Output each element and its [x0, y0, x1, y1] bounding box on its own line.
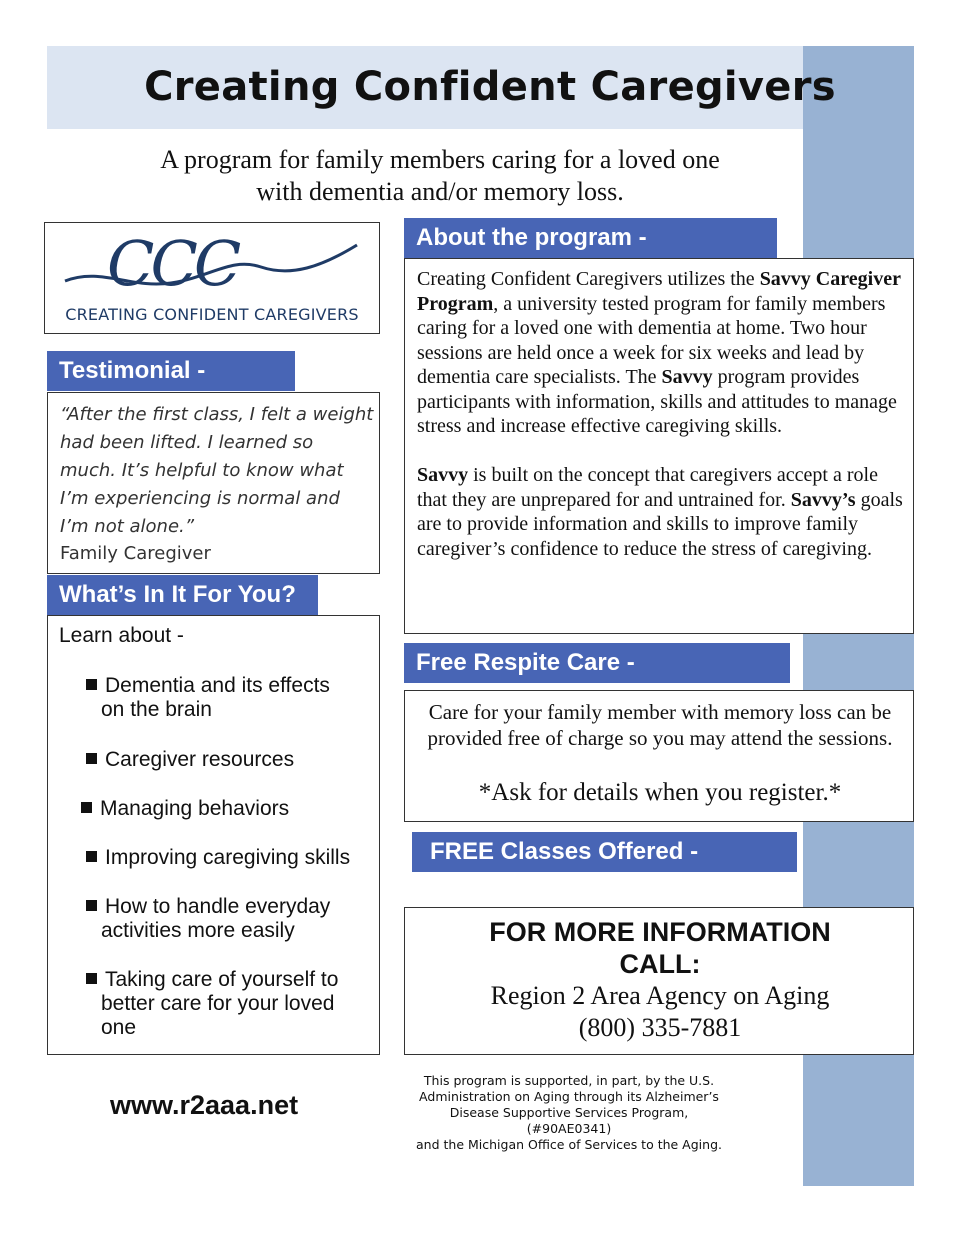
- logo-text: CREATING CONFIDENT CAREGIVERS: [65, 305, 359, 324]
- bullet-square-icon: [86, 973, 97, 984]
- website-link[interactable]: www.r2aaa.net: [110, 1090, 299, 1120]
- about-text: [417, 267, 907, 561]
- list-item: [86, 968, 338, 1040]
- list-item: [86, 748, 294, 772]
- about-paragraph: Creating Confident Caregivers utilizes the Savvy Caregiver Program, a university tested program for family members caring for a loved one with dementia at home. Two hour sessions are held once a week for six weeks and lead by dementia care specialists. The Savvy program provides participants with information, skills and attitudes to manage stress and increase effective caregiving skills.: [417, 268, 901, 437]
- about-heading: About the program -: [404, 218, 777, 258]
- subtitle-line: with dementia and/or memory loss.: [256, 177, 624, 206]
- funding-line: This program is supported, in part, by the U.S.: [423, 1073, 715, 1088]
- contact-box: [404, 907, 914, 1055]
- list-item: [86, 895, 330, 943]
- benefits-heading: What’s In It For You?: [47, 575, 318, 615]
- funding-line: Administration on Aging through its Alzheimer’s: [419, 1089, 719, 1104]
- quote-line: had been lifted. I learned so: [60, 432, 314, 453]
- list-item: [86, 846, 350, 870]
- list-item: [81, 797, 289, 821]
- contact-phone[interactable]: (800) 335-7881: [578, 1013, 742, 1042]
- testimonial-attribution: Family Caregiver: [60, 543, 211, 564]
- ccc-logo-mark-icon: [61, 237, 361, 299]
- bullet-square-icon: [81, 802, 92, 813]
- funding-note: [408, 1073, 730, 1153]
- benefits-box: [47, 615, 380, 1055]
- contact-heading-line: FOR MORE INFORMATION: [489, 917, 831, 947]
- bullet-square-icon: [86, 900, 97, 911]
- respite-heading: Free Respite Care -: [404, 643, 790, 683]
- list-item-text: Managing behaviors: [100, 797, 290, 820]
- list-item-text: How to handle everyday: [105, 895, 331, 918]
- contact-heading-line: CALL:: [619, 949, 701, 979]
- list-item: [86, 674, 330, 722]
- logo-mark-text: CCC: [107, 237, 238, 299]
- respite-box: [404, 690, 914, 822]
- classes-heading: FREE Classes Offered -: [412, 832, 797, 872]
- contact-heading: [405, 916, 915, 980]
- logo: [44, 222, 380, 334]
- page-subtitle: [120, 144, 760, 208]
- quote-line: I’m not alone.”: [60, 516, 195, 537]
- bullet-square-icon: [86, 753, 97, 764]
- list-item-text: Taking care of yourself to: [105, 968, 339, 991]
- about-box: [404, 258, 914, 634]
- quote-line: “After the first class, I felt a weight: [60, 404, 374, 425]
- about-paragraph: Savvy is built on the concept that caregivers accept a role that they are unprepared for and untrained for. Savvy’s goals are to provide information and skills to improve family caregiver’s confidence to reduce the stress of caregiving.: [417, 464, 903, 560]
- testimonial-quote: [60, 401, 378, 541]
- list-item-text: on the brain: [101, 698, 212, 721]
- page-title: Creating Confident Caregivers: [144, 64, 836, 110]
- list-item-text: Caregiver resources: [105, 748, 295, 771]
- bullet-square-icon: [86, 679, 97, 690]
- testimonial-heading: Testimonial -: [47, 351, 295, 391]
- funding-line: and the Michigan Office of Services to the Aging.: [416, 1137, 722, 1152]
- testimonial-box: [47, 392, 380, 574]
- benefits-intro: Learn about -: [59, 624, 184, 647]
- respite-note: *Ask for details when you register.*: [478, 779, 842, 806]
- list-item-text: activities more easily: [101, 919, 295, 942]
- list-item-text: better care for your loved: [101, 992, 335, 1015]
- subtitle-line: A program for family members caring for a loved one: [160, 145, 720, 174]
- bullet-square-icon: [86, 851, 97, 862]
- list-item-text: one: [101, 1016, 137, 1039]
- list-item-text: Dementia and its effects: [105, 674, 330, 697]
- contact-org: Region 2 Area Agency on Aging: [490, 981, 830, 1010]
- quote-line: much. It’s helpful to know what: [60, 460, 344, 481]
- respite-text: Care for your family member with memory loss can be provided free of charge so you may attend the sessions.: [427, 700, 893, 750]
- contact-details: [405, 980, 915, 1044]
- quote-line: I’m experiencing is normal and: [60, 488, 340, 509]
- funding-line: Disease Supportive Services Program, (#90AE0341): [449, 1105, 689, 1136]
- list-item-text: Improving caregiving skills: [105, 846, 351, 869]
